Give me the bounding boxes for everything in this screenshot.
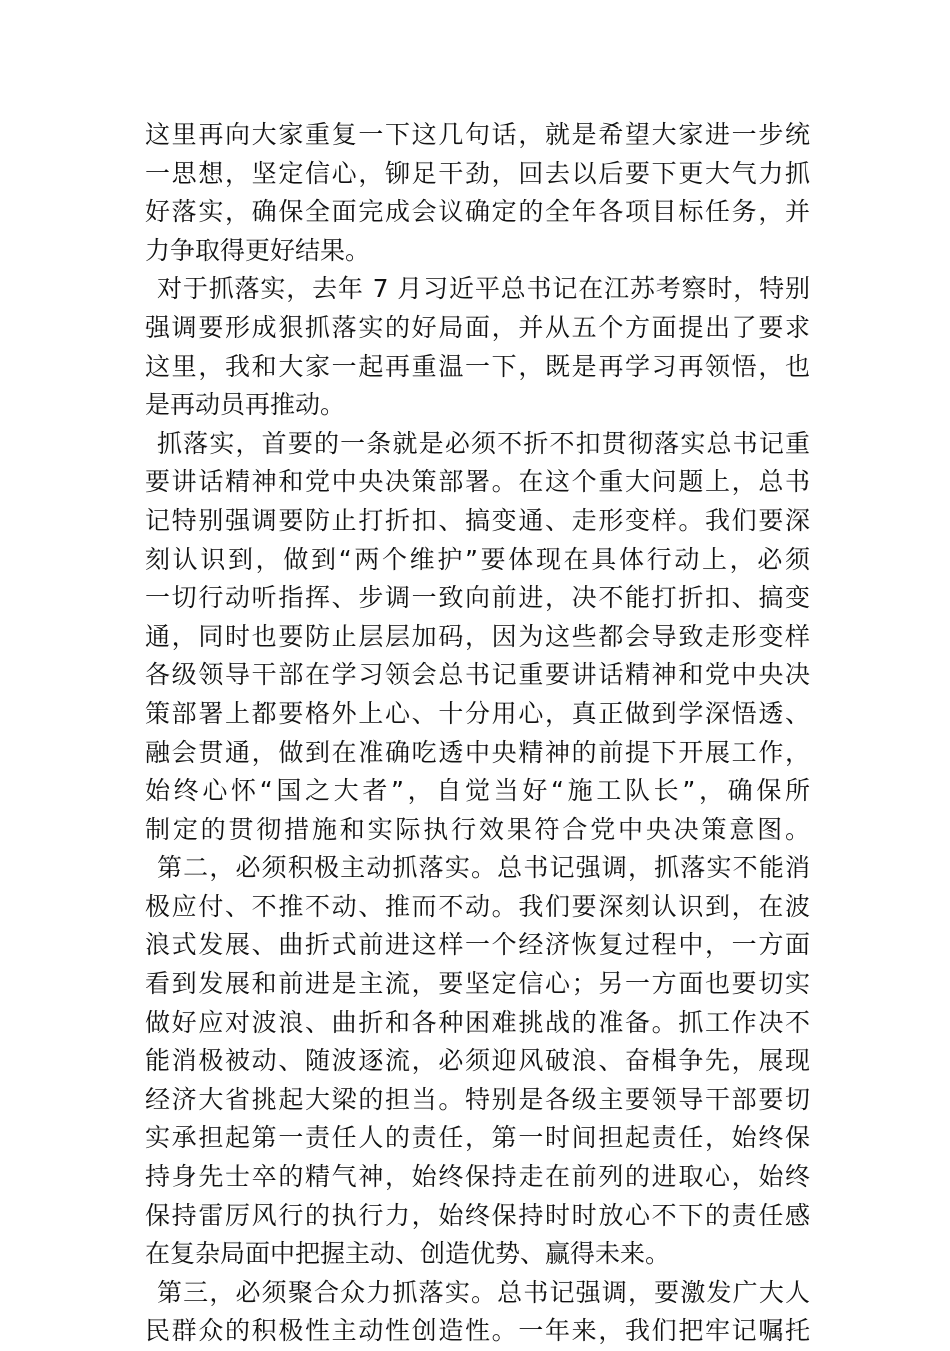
- document-body: [145, 116, 810, 1351]
- text-line: 记特别强调要防止打折扣、搞变通、走形变样。我们要深: [145, 505, 810, 535]
- text-line: 抓落实，首要的一条就是必须不折不扣贯彻落实总书记重: [157, 428, 810, 458]
- text-line: 实承担起第一责任人的责任，第一时间担起责任，始终保: [145, 1123, 810, 1153]
- text-line: 持身先士卒的精气神，始终保持走在前列的进取心，始终: [145, 1162, 810, 1192]
- text-line: 第三，必须聚合众力抓落实。总书记强调，要激发广大人: [157, 1277, 810, 1307]
- text-line: 通，同时也要防止层层加码，因为这些都会导致走形变样: [145, 621, 810, 651]
- text-line: 一切行动听指挥、步调一致向前进，决不能打折扣、搞变: [145, 583, 810, 613]
- text-line: 在复杂局面中把握主动、创造优势、赢得未来。: [145, 1239, 671, 1269]
- text-line: 这里再向大家重复一下这几句话，就是希望大家进一步统: [145, 120, 810, 149]
- text-line: 做好应对波浪、曲折和各种困难挑战的准备。抓工作决不: [145, 1007, 810, 1037]
- text-line: 经济大省挑起大梁的担当。特别是各级主要领导干部要切: [145, 1084, 810, 1114]
- text-line: 看到发展和前进是主流，要坚定信心；另一方面也要切实: [145, 969, 810, 999]
- text-line: 对于抓落实，去年 7 月习近平总书记在江苏考察时，特别: [157, 274, 810, 304]
- text-line: 第二，必须积极主动抓落实。总书记强调，抓落实不能消: [157, 853, 810, 883]
- text-line: 融会贯通，做到在准确吃透中央精神的前提下开展工作，: [145, 737, 810, 767]
- text-line: 这里，我和大家一起再重温一下，既是再学习再领悟，也: [145, 351, 810, 381]
- text-line: 好落实，确保全面完成会议确定的全年各项目标任务，并: [145, 197, 810, 227]
- text-line: 力争取得更好结果。: [145, 235, 371, 265]
- text-line: 策部署上都要格外上心、十分用心，真正做到学深悟透、: [145, 698, 810, 728]
- text-line: 要讲话精神和党中央决策部署。在这个重大问题上，总书: [145, 467, 810, 497]
- text-line: 强调要形成狠抓落实的好局面，并从五个方面提出了要求: [145, 312, 810, 342]
- text-line: 民群众的积极性主动性创造性。一年来，我们把牢记嘱托: [145, 1316, 810, 1346]
- text-line: 保持雷厉风行的执行力，始终保持时时放心不下的责任感: [145, 1200, 810, 1230]
- text-line: 极应付、不推不动、推而不动。我们要深刻认识到，在波: [145, 891, 810, 921]
- text-line: 浪式发展、曲折式前进这样一个经济恢复过程中，一方面: [145, 930, 810, 960]
- text-line: 各级领导干部在学习领会总书记重要讲话精神和党中央决: [145, 660, 810, 690]
- text-line: 是再动员再推动。: [145, 390, 346, 420]
- text-line: 始终心怀“国之大者”，自觉当好“施工队长”，确保所: [145, 776, 810, 806]
- text-line: 刻认识到，做到“两个维护”要体现在具体行动上，必须: [145, 544, 810, 574]
- text-line: 一思想，坚定信心，铆足干劲，回去以后要下更大气力抓: [145, 158, 810, 188]
- text-line: 能消极被动、随波逐流，必须迎风破浪、奋楫争先，展现: [145, 1046, 810, 1076]
- text-line: 制定的贯彻措施和实际执行效果符合党中央决策意图。: [145, 814, 810, 844]
